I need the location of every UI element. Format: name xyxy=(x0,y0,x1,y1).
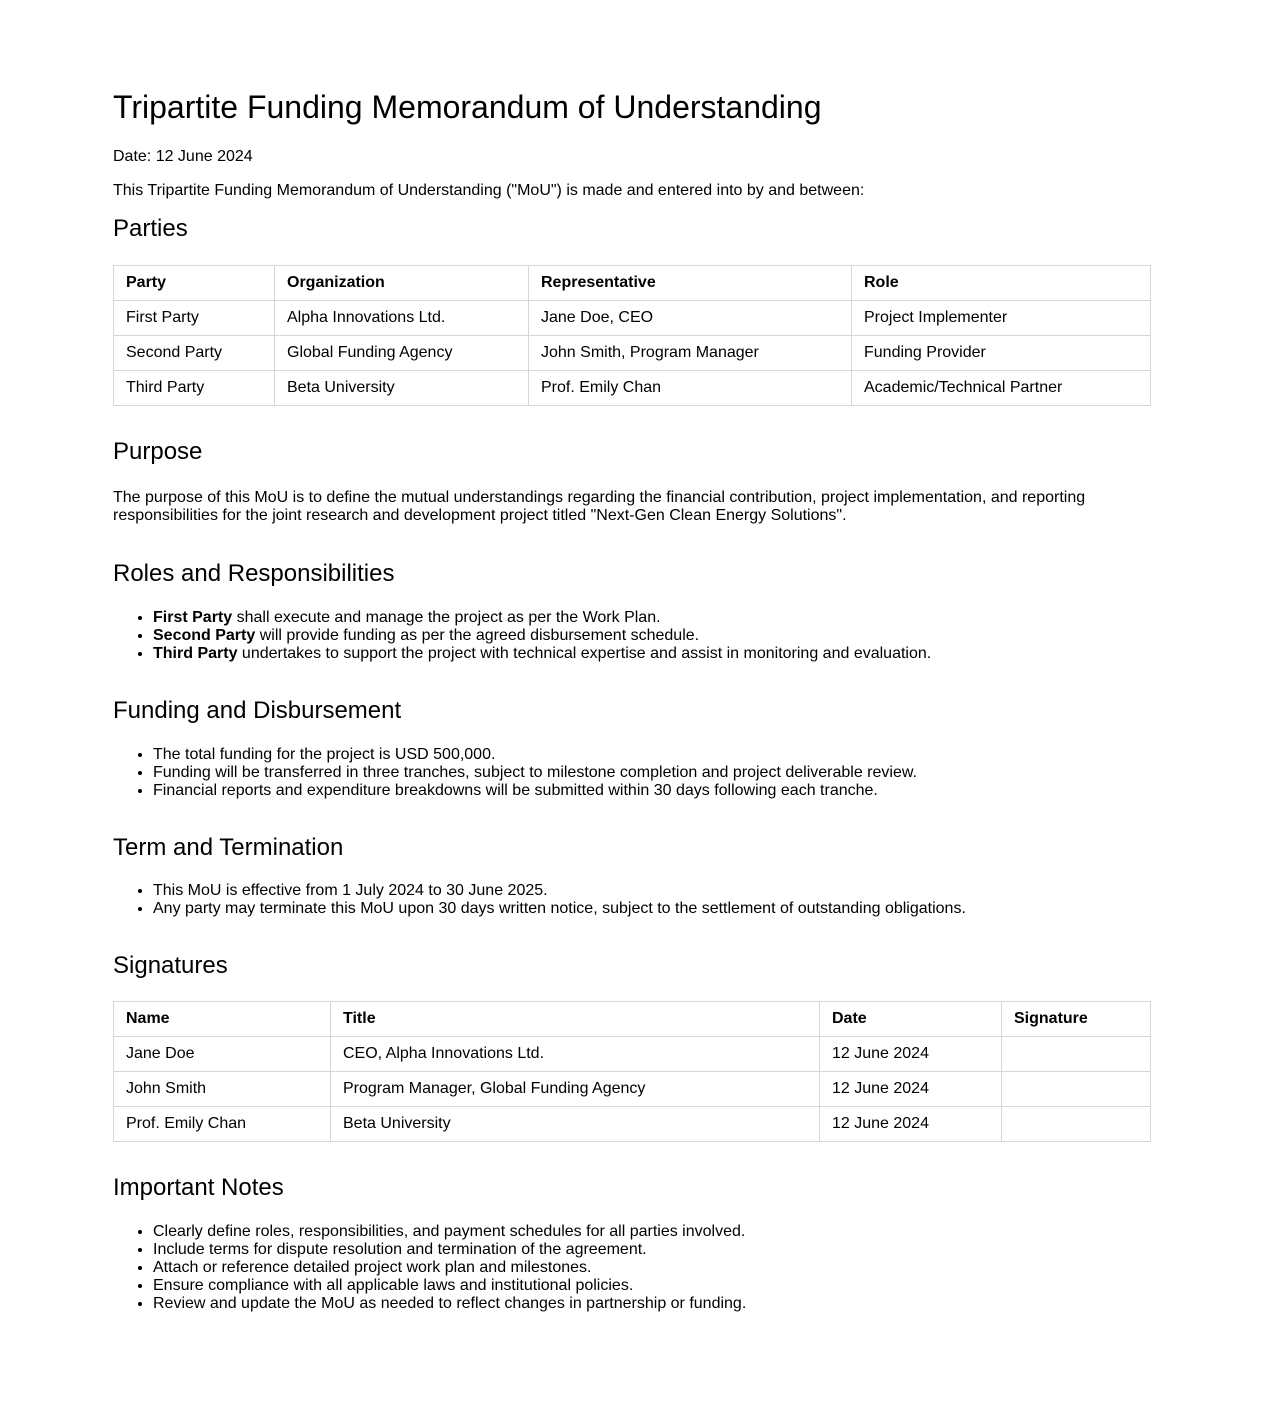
intro-paragraph: This Tripartite Funding Memorandum of Understanding ("MoU") is made and entered into by and between: xyxy=(113,182,865,200)
signatures-section xyxy=(113,952,1150,1142)
page-title: Tripartite Funding Memorandum of Understanding xyxy=(113,89,822,125)
parties-heading: Parties xyxy=(113,215,188,243)
table-cell: Jane Doe, CEO xyxy=(529,301,852,336)
table-cell: Prof. Emily Chan xyxy=(114,1107,331,1142)
party-label: First Party xyxy=(153,608,233,626)
table-cell: Funding Provider xyxy=(852,336,1151,371)
column-header: Name xyxy=(114,1002,331,1037)
table-row xyxy=(114,336,1151,371)
table-cell: 12 June 2024 xyxy=(820,1037,1002,1072)
list-item: • Financial reports and expenditure breakdowns will be submitted within 30 days following each tranche. xyxy=(153,782,1150,800)
table-row xyxy=(114,1107,1151,1142)
table-cell: Jane Doe xyxy=(114,1037,331,1072)
table-cell: First Party xyxy=(114,301,275,336)
list-item xyxy=(153,627,1150,645)
list-item: • Attach or reference detailed project work plan and milestones. xyxy=(153,1259,1150,1277)
roles-heading: Roles and Responsibilities xyxy=(113,559,395,587)
list-item xyxy=(153,609,1150,627)
list-item-text: shall execute and manage the project as per the Work Plan. xyxy=(232,608,661,626)
funding-list xyxy=(113,746,1150,800)
list-item-text: will provide funding as per the agreed disbursement schedule. xyxy=(255,626,700,644)
table-cell: Beta University xyxy=(275,371,529,406)
list-item: • Funding will be transferred in three tranches, subject to milestone completion and project deliverable review. xyxy=(153,764,1150,782)
notes-section xyxy=(113,1174,1150,1313)
table-cell: Academic/Technical Partner xyxy=(852,371,1151,406)
table-cell: Global Funding Agency xyxy=(275,336,529,371)
signature-cell xyxy=(1002,1107,1151,1142)
column-header: Party xyxy=(114,266,275,301)
table-cell: John Smith, Program Manager xyxy=(529,336,852,371)
table-cell: John Smith xyxy=(114,1072,331,1107)
parties-section xyxy=(113,215,1150,406)
list-item: • Review and update the MoU as needed to reflect changes in partnership or funding. xyxy=(153,1295,1150,1313)
table-cell: Third Party xyxy=(114,371,275,406)
table-row xyxy=(114,1037,1151,1072)
list-item: • Ensure compliance with all applicable laws and institutional policies. xyxy=(153,1277,1150,1295)
term-list xyxy=(113,882,1150,918)
table-cell: Second Party xyxy=(114,336,275,371)
list-item: • This MoU is effective from 1 July 2024 to 30 June 2025. xyxy=(153,882,1150,900)
table-row xyxy=(114,301,1151,336)
date-line: Date: 12 June 2024 xyxy=(113,148,253,166)
table-cell: Project Implementer xyxy=(852,301,1151,336)
notes-heading: Important Notes xyxy=(113,1174,284,1202)
list-item-text: undertakes to support the project with technical expertise and assist in monitoring and evaluation. xyxy=(237,644,932,662)
term-section xyxy=(113,834,1150,919)
purpose-paragraph: The purpose of this MoU is to define the mutual understandings regarding the financial contribution, project implementation, and reporting responsibilities for the joint research and development project titled "Next-Gen Clean Energy Solutions". xyxy=(113,488,1086,524)
table-cell: 12 June 2024 xyxy=(820,1072,1002,1107)
list-item: • Include terms for dispute resolution and termination of the agreement. xyxy=(153,1241,1150,1259)
table-cell: Alpha Innovations Ltd. xyxy=(275,301,529,336)
list-item: • Clearly define roles, responsibilities, and payment schedules for all parties involved. xyxy=(153,1223,1150,1241)
signature-cell xyxy=(1002,1072,1151,1107)
signature-cell xyxy=(1002,1037,1151,1072)
party-label: Third Party xyxy=(153,644,238,662)
column-header: Signature xyxy=(1002,1002,1151,1037)
notes-list xyxy=(113,1223,1150,1313)
purpose-heading: Purpose xyxy=(113,438,203,466)
roles-list xyxy=(113,609,1150,663)
roles-section xyxy=(113,560,1150,663)
table-cell: 12 June 2024 xyxy=(820,1107,1002,1142)
column-header: Representative xyxy=(529,266,852,301)
table-cell: Beta University xyxy=(331,1107,820,1142)
list-item: • Any party may terminate this MoU upon 30 days written notice, subject to the settlement of outstanding obligations. xyxy=(153,900,1150,918)
funding-section xyxy=(113,697,1150,800)
table-header-row xyxy=(114,1002,1151,1037)
party-label: Second Party xyxy=(153,626,256,644)
table-cell: CEO, Alpha Innovations Ltd. xyxy=(331,1037,820,1072)
parties-table xyxy=(113,265,1151,406)
table-cell: Program Manager, Global Funding Agency xyxy=(331,1072,820,1107)
column-header: Role xyxy=(852,266,1151,301)
column-header: Organization xyxy=(275,266,529,301)
term-heading: Term and Termination xyxy=(113,833,344,861)
table-row xyxy=(114,371,1151,406)
signatures-table xyxy=(113,1001,1151,1142)
column-header: Title xyxy=(331,1002,820,1037)
funding-heading: Funding and Disbursement xyxy=(113,696,402,724)
table-header-row xyxy=(114,266,1151,301)
table-row xyxy=(114,1072,1151,1107)
signatures-heading: Signatures xyxy=(113,952,228,980)
list-item: • The total funding for the project is USD 500,000. xyxy=(153,746,1150,764)
column-header: Date xyxy=(820,1002,1002,1037)
list-item xyxy=(153,645,1150,663)
purpose-section xyxy=(113,438,1150,525)
table-cell: Prof. Emily Chan xyxy=(529,371,852,406)
